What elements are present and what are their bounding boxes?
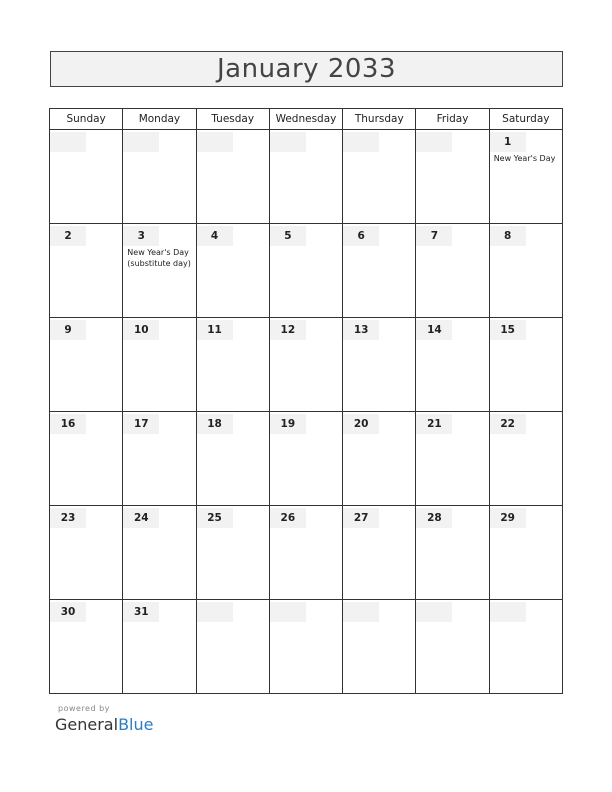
- day-cell[interactable]: [416, 130, 489, 224]
- week-row: [50, 130, 563, 224]
- day-number: 7: [416, 226, 452, 246]
- day-cell[interactable]: [50, 224, 123, 318]
- weekday-header: Monday: [123, 109, 196, 130]
- day-cell[interactable]: [50, 130, 123, 224]
- day-number: 9: [50, 320, 86, 340]
- day-cell[interactable]: [50, 600, 123, 694]
- day-cell[interactable]: [416, 318, 489, 412]
- day-cell[interactable]: [489, 224, 562, 318]
- day-cell[interactable]: [343, 600, 416, 694]
- day-cell[interactable]: [343, 412, 416, 506]
- day-number: 1: [490, 132, 526, 152]
- day-number: 6: [343, 226, 379, 246]
- week-row: [50, 506, 563, 600]
- brand-general-text: General: [55, 715, 119, 734]
- day-number: [490, 602, 526, 622]
- day-cell[interactable]: [123, 130, 196, 224]
- powered-by-label: powered by: [58, 704, 110, 713]
- day-cell[interactable]: [269, 224, 342, 318]
- week-row: [50, 318, 563, 412]
- day-cell[interactable]: [196, 318, 269, 412]
- weekday-header: Saturday: [489, 109, 562, 130]
- day-cell[interactable]: [123, 506, 196, 600]
- day-number: 22: [490, 414, 526, 434]
- day-cell[interactable]: [196, 600, 269, 694]
- day-number: 20: [343, 414, 379, 434]
- day-number: 25: [197, 508, 233, 528]
- day-cell[interactable]: [123, 318, 196, 412]
- day-cell[interactable]: [269, 318, 342, 412]
- day-number: 18: [197, 414, 233, 434]
- day-number: 14: [416, 320, 452, 340]
- day-cell[interactable]: [123, 224, 196, 318]
- day-number: 23: [50, 508, 86, 528]
- generalblue-logo[interactable]: [55, 715, 153, 734]
- day-number: 3: [123, 226, 159, 246]
- day-number: 21: [416, 414, 452, 434]
- calendar-grid: [49, 108, 563, 694]
- day-cell[interactable]: [50, 412, 123, 506]
- day-number: [197, 132, 233, 152]
- day-number: 11: [197, 320, 233, 340]
- day-cell[interactable]: [269, 600, 342, 694]
- day-number: 12: [270, 320, 306, 340]
- day-number: 16: [50, 414, 86, 434]
- day-cell[interactable]: [269, 506, 342, 600]
- weekday-header: Thursday: [343, 109, 416, 130]
- day-number: 28: [416, 508, 452, 528]
- week-row: [50, 412, 563, 506]
- weekday-header: Friday: [416, 109, 489, 130]
- day-number: 30: [50, 602, 86, 622]
- day-cell[interactable]: [196, 506, 269, 600]
- day-number: 29: [490, 508, 526, 528]
- day-cell[interactable]: [489, 506, 562, 600]
- day-cell[interactable]: [489, 412, 562, 506]
- day-number: [50, 132, 86, 152]
- day-number: 17: [123, 414, 159, 434]
- day-number: 8: [490, 226, 526, 246]
- calendar-title: January 2033: [217, 54, 396, 84]
- day-cell[interactable]: [196, 224, 269, 318]
- day-cell[interactable]: [196, 130, 269, 224]
- day-cell[interactable]: [416, 506, 489, 600]
- day-number: 19: [270, 414, 306, 434]
- day-cell[interactable]: [50, 318, 123, 412]
- day-number: 26: [270, 508, 306, 528]
- holiday-label: New Year's Day (substitute day): [127, 248, 191, 268]
- weekday-header: Tuesday: [196, 109, 269, 130]
- day-cell[interactable]: [343, 506, 416, 600]
- holiday-label: New Year's Day: [493, 154, 556, 163]
- day-cell[interactable]: [269, 130, 342, 224]
- calendar-title-box: [50, 51, 563, 87]
- day-number: 24: [123, 508, 159, 528]
- brand-blue-text: Blue: [118, 715, 154, 734]
- day-cell[interactable]: [489, 318, 562, 412]
- day-number: [416, 602, 452, 622]
- day-number: [270, 602, 306, 622]
- day-cell[interactable]: [489, 600, 562, 694]
- week-row: [50, 224, 563, 318]
- day-number: 10: [123, 320, 159, 340]
- week-row: [50, 600, 563, 694]
- day-cell[interactable]: [416, 224, 489, 318]
- day-number: [123, 132, 159, 152]
- day-cell[interactable]: [343, 224, 416, 318]
- day-cell[interactable]: [50, 506, 123, 600]
- day-number: 31: [123, 602, 159, 622]
- day-cell[interactable]: [269, 412, 342, 506]
- day-cell[interactable]: [416, 412, 489, 506]
- weekday-header: Wednesday: [269, 109, 342, 130]
- day-number: [270, 132, 306, 152]
- day-number: 13: [343, 320, 379, 340]
- day-number: [416, 132, 452, 152]
- day-cell[interactable]: [196, 412, 269, 506]
- day-number: 15: [490, 320, 526, 340]
- day-number: [343, 602, 379, 622]
- day-cell[interactable]: [343, 318, 416, 412]
- weekday-header-row: [50, 109, 563, 130]
- day-number: 5: [270, 226, 306, 246]
- day-number: 27: [343, 508, 379, 528]
- day-cell[interactable]: [123, 600, 196, 694]
- weekday-header: Sunday: [50, 109, 123, 130]
- day-cell[interactable]: [343, 130, 416, 224]
- day-cell[interactable]: [416, 600, 489, 694]
- day-cell[interactable]: [489, 130, 562, 224]
- day-cell[interactable]: [123, 412, 196, 506]
- day-number: [343, 132, 379, 152]
- day-number: [197, 602, 233, 622]
- day-number: 2: [50, 226, 86, 246]
- day-number: 4: [197, 226, 233, 246]
